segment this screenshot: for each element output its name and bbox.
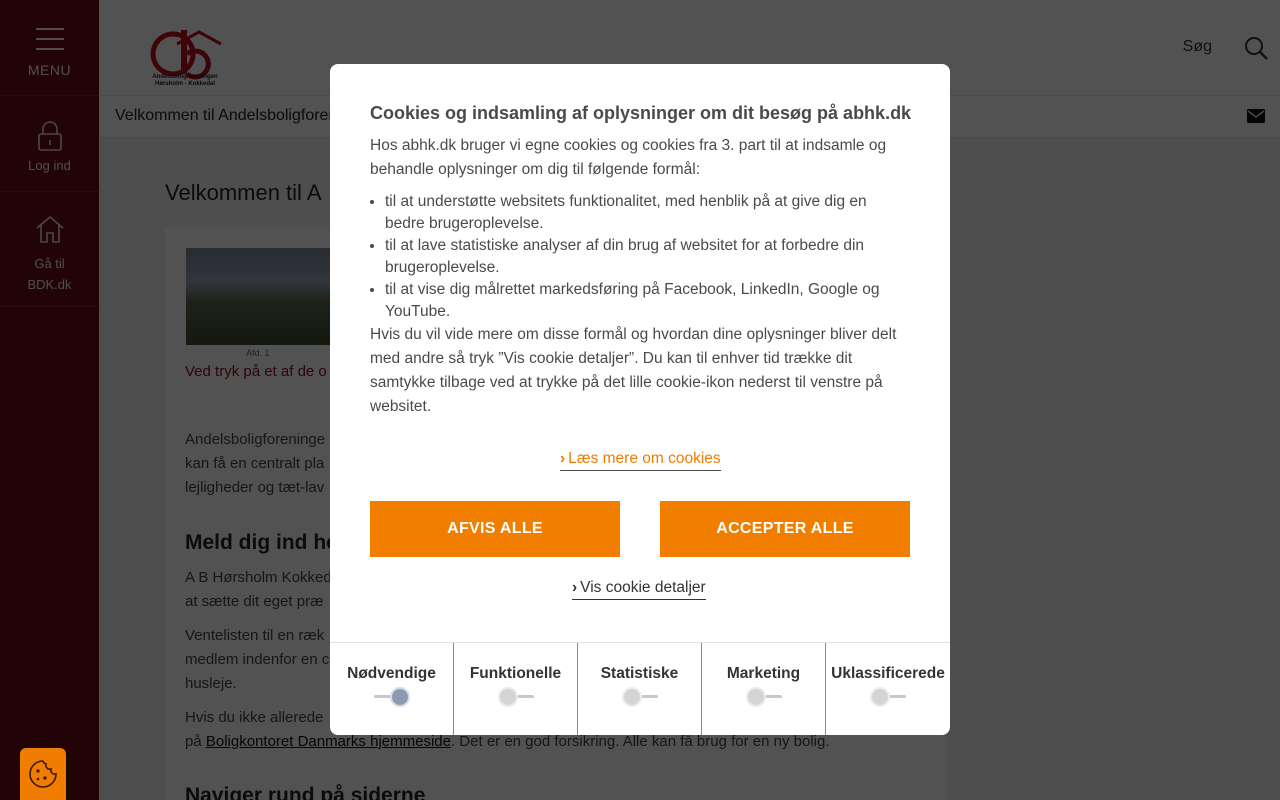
category-name: Marketing xyxy=(726,665,801,682)
accept-all-button[interactable]: ACCEPTER ALLE xyxy=(660,501,910,557)
category-functional xyxy=(454,643,578,735)
toggle-statistics[interactable] xyxy=(622,687,658,707)
toggle-necessary[interactable] xyxy=(374,687,410,707)
read-more-label: Læs mere om cookies xyxy=(568,450,721,467)
toggle-unclassified[interactable] xyxy=(870,687,906,707)
cookie-more-info: Hvis du vil vide mere om disse formål og hvordan dine oplysninger bliver delt med andre så tryk ”Vis cookie detaljer”. Du kan til enhver tid trække dit samtykke tilbage ved at trykke på det lille cookie-ikon nederst til venstre på websitet. xyxy=(370,326,897,415)
cookie-category-bar xyxy=(330,642,950,735)
cookie-dialog-title: Cookies og indsamling af oplysninger om dit besøg på abhk.dk xyxy=(370,103,912,123)
toggle-functional[interactable] xyxy=(498,687,534,707)
category-name: Funktionelle xyxy=(469,665,562,682)
category-name: Uklassificerede xyxy=(831,665,945,682)
reject-all-button[interactable]: AFVIS ALLE xyxy=(370,501,620,557)
toggle-marketing[interactable] xyxy=(746,687,782,707)
category-marketing xyxy=(702,643,826,735)
category-necessary xyxy=(330,643,454,735)
cookie-purpose-item: • til at lave statistiske analyser af din brug af websitet for at forbedre din brugeroplevelse. xyxy=(385,235,885,279)
category-statistics xyxy=(578,643,702,735)
show-cookie-details-link[interactable] xyxy=(572,579,706,600)
chevron-right-icon: › xyxy=(572,579,578,596)
cookie-dialog-intro: Hos abhk.dk bruger vi egne cookies og cookies fra 3. part til at indsamle og behandle oplysninger om dig til følgende formål: xyxy=(370,137,887,178)
cookie-purpose-item: • til at vise dig målrettet markedsføring på Facebook, LinkedIn, Google og YouTube. xyxy=(385,279,885,323)
cookie-settings-button[interactable] xyxy=(20,748,66,800)
details-label: Vis cookie detaljer xyxy=(580,579,706,596)
category-name: Nødvendige xyxy=(347,665,436,682)
category-unclassified xyxy=(826,643,950,735)
category-name: Statistiske xyxy=(600,665,679,682)
cookie-purposes-list xyxy=(385,191,885,323)
cookie-purpose-item: • til at understøtte websitets funktionalitet, med henblik på at give dig en bedre brugeroplevelse. xyxy=(385,191,885,235)
cookie-consent-dialog xyxy=(330,64,950,735)
read-more-cookies-link[interactable] xyxy=(560,450,721,471)
chevron-right-icon: › xyxy=(560,450,566,467)
cookie-icon xyxy=(28,759,58,789)
